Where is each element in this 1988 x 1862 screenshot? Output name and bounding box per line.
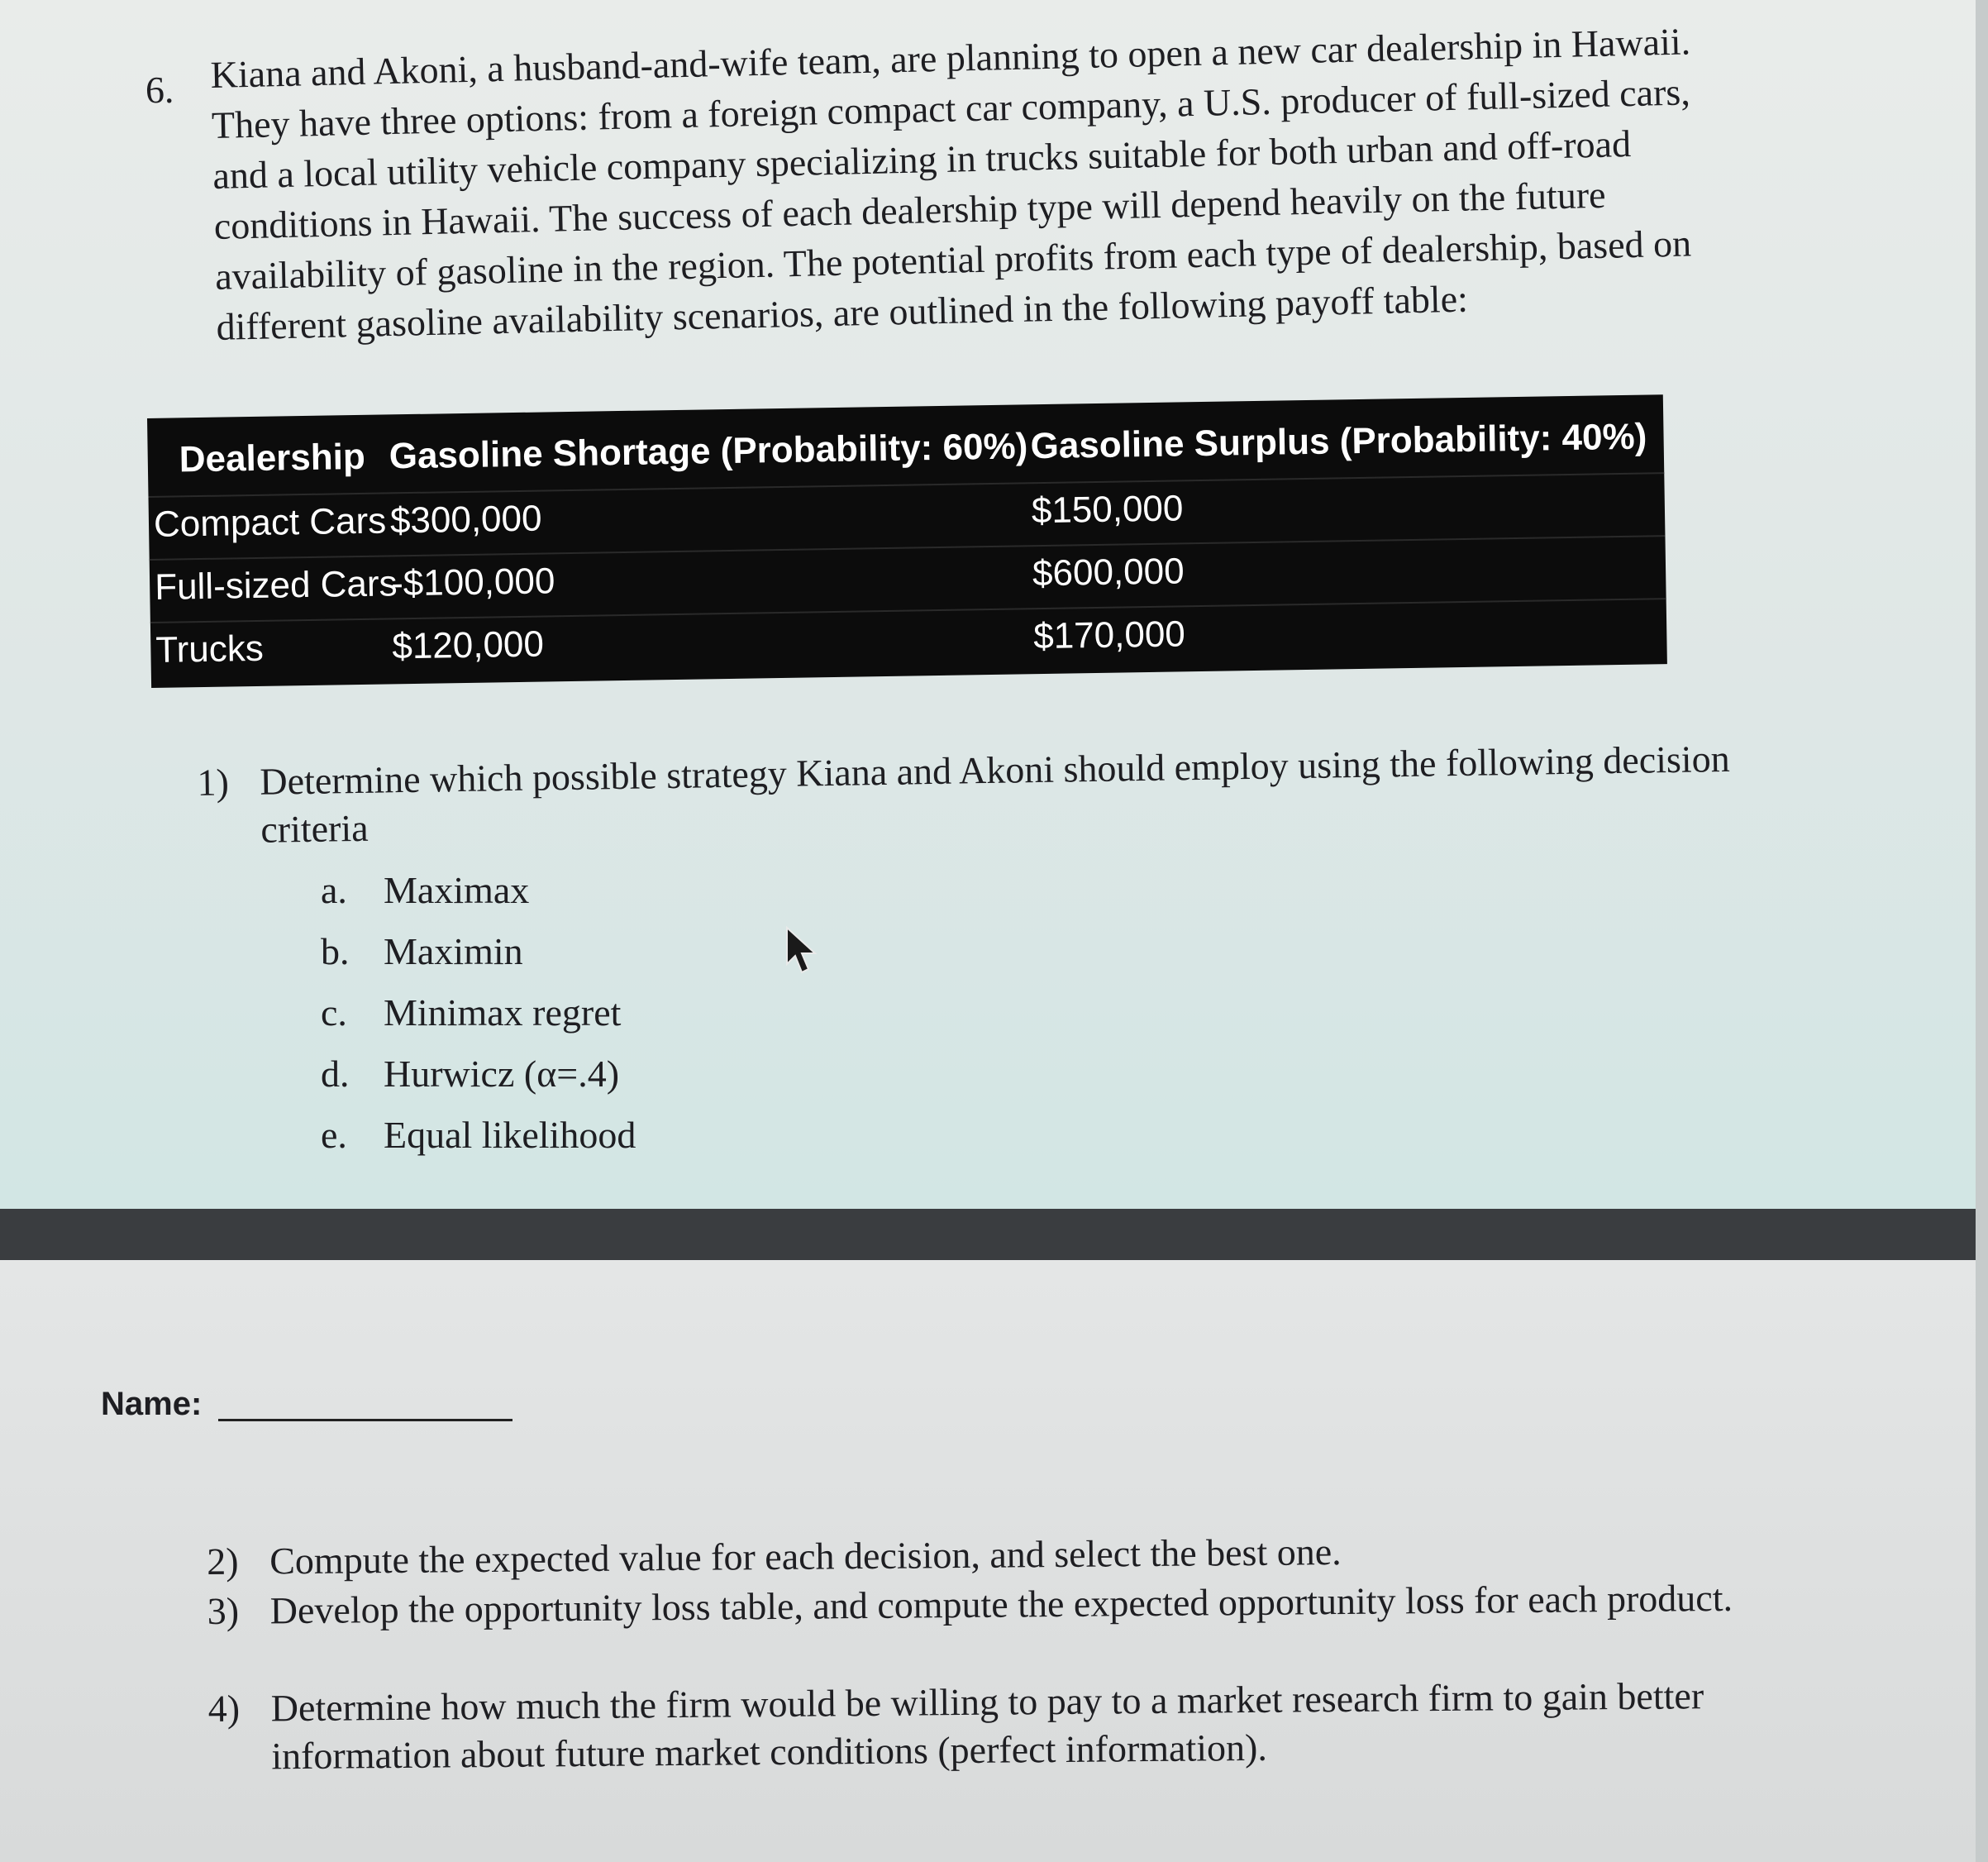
subquestion-number: 4) xyxy=(207,1687,241,1730)
criteria-letter: b. xyxy=(321,930,350,972)
subquestion-text: Compute the expected value for each decision, and select the best one. xyxy=(269,1530,1342,1583)
criteria-item xyxy=(321,1052,619,1096)
table-header-dealership: Dealership xyxy=(179,436,366,480)
payoff-table xyxy=(147,394,1667,688)
criteria-item xyxy=(321,929,523,973)
table-header-surplus: Gasoline Surplus (Probability: 40%) xyxy=(1030,416,1647,467)
table-cell-fullsize-label: Full-sized Cars xyxy=(154,563,398,608)
criteria-item xyxy=(321,1113,636,1157)
criteria-text: Maximax xyxy=(384,869,530,911)
subquestion-text: Develop the opportunity loss table, and compute the expected opportunity loss for each product. xyxy=(269,1576,1733,1632)
table-cell-trucks-surplus: $170,000 xyxy=(1032,614,1186,657)
table-cell-compact-label: Compact Cars xyxy=(153,500,387,545)
criteria-letter: d. xyxy=(321,1053,350,1095)
subquestion-1-text: Determine which possible strategy Kiana and Akoni should employ using the following decision criteria xyxy=(260,737,1730,851)
page-divider xyxy=(0,1209,1976,1260)
mouse-pointer-icon xyxy=(785,926,818,977)
table-cell-compact-shortage: $300,000 xyxy=(389,498,542,542)
subquestion-1-number: 1) xyxy=(197,761,230,804)
table-cell-trucks-shortage: $120,000 xyxy=(391,623,545,667)
criteria-text: Minimax regret xyxy=(384,991,622,1034)
subquestion-text: Determine how much the firm would be willing to pay to a market research firm to gain better information about future market conditions (perfect information). xyxy=(270,1674,1704,1778)
criteria-letter: c. xyxy=(321,991,347,1034)
table-cell-fullsize-surplus: $600,000 xyxy=(1032,551,1185,594)
criteria-text: Maximin xyxy=(384,930,523,972)
criteria-letter: e. xyxy=(321,1114,347,1156)
name-field-line[interactable] xyxy=(218,1419,512,1421)
criteria-text: Hurwicz (α=.4) xyxy=(384,1053,620,1095)
question-number: 6. xyxy=(145,69,174,111)
table-row-divider xyxy=(148,472,1664,498)
criteria-item xyxy=(321,868,529,912)
criteria-item xyxy=(321,991,621,1034)
name-label: Name: xyxy=(101,1386,203,1422)
table-cell-trucks-label: Trucks xyxy=(155,628,265,671)
subquestion-number: 3) xyxy=(207,1589,240,1632)
subquestion-number: 2) xyxy=(207,1540,239,1583)
table-cell-fullsize-shortage: -$100,000 xyxy=(390,561,555,604)
question-intro: Kiana and Akoni, a husband-and-wife team, are planning to open a new car dealership in Hawaii. They have three options: from a foreign compact car company, a U.S. producer of full-sized cars, and a local utility vehicle company specializing in trucks suitable for both urban and off-road conditions in Hawaii. The success of each dealership type will depend heavily on the future availability of gasoline in the region. The potential profits from each type of dealership, based on different gasoline availability scenarios, are outlined in the following payoff table: xyxy=(210,20,1692,348)
table-header-shortage: Gasoline Shortage (Probability: 60%) xyxy=(389,426,1028,477)
criteria-text: Equal likelihood xyxy=(384,1114,636,1156)
page-edge xyxy=(1976,0,1988,1862)
criteria-letter: a. xyxy=(321,869,347,911)
table-cell-compact-surplus: $150,000 xyxy=(1031,488,1184,532)
